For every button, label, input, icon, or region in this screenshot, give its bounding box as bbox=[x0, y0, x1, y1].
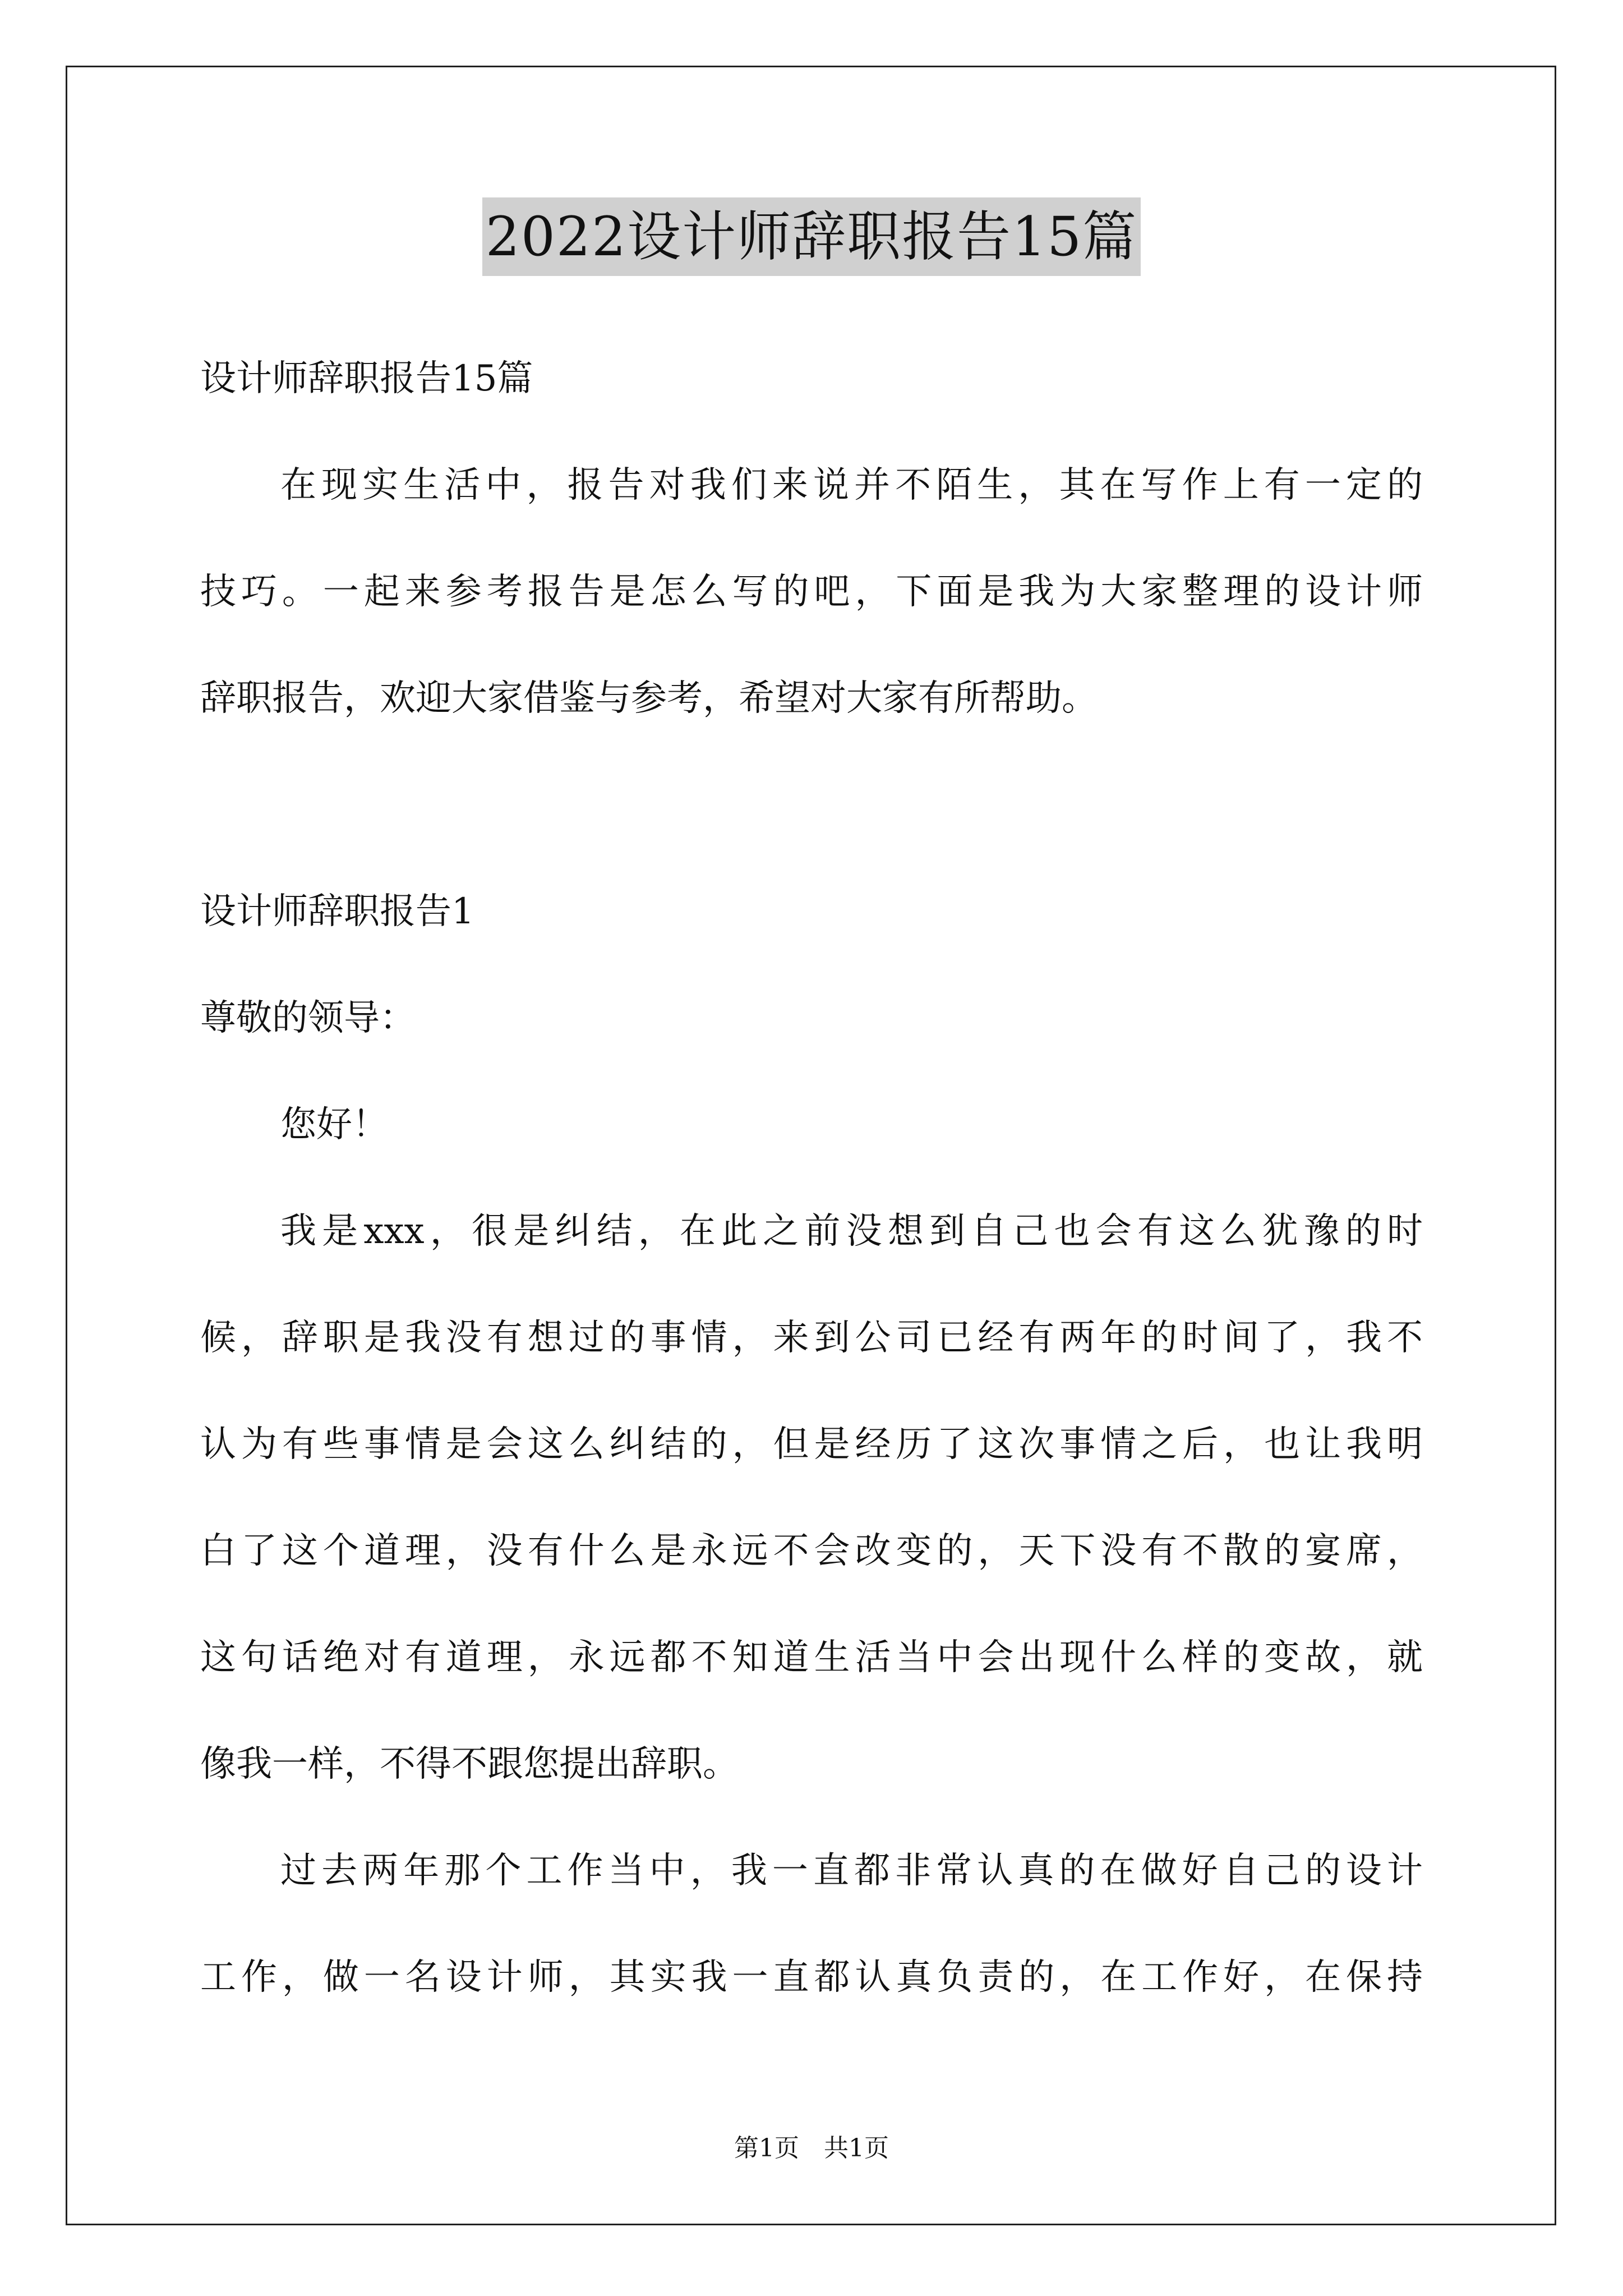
greeting: 您好！ bbox=[280, 1104, 388, 1145]
title-container bbox=[0, 197, 1623, 276]
paragraph1-line-6: 像我一样，不得不跟您提出辞职。 bbox=[200, 1743, 739, 1785]
paragraph1-line-2: 候，辞职是我没有想过的事情，来到公司已经有两年的时间了，我不 bbox=[200, 1317, 1423, 1359]
paragraph2-line-2: 工作，做一名设计师，其实我一直都认真负责的，在工作好，在保持 bbox=[200, 1957, 1423, 1998]
page-footer: 第1页 共1页 bbox=[734, 2134, 889, 2162]
paragraph1-line-4: 白了这个道理，没有什么是永远不会改变的，天下没有不散的宴席， bbox=[200, 1530, 1423, 1572]
section-heading: 设计师辞职报告1 bbox=[200, 891, 474, 932]
paragraph1-line-3: 认为有些事情是会这么纠结的，但是经历了这次事情之后，也让我明 bbox=[200, 1424, 1423, 1465]
paragraph1-line-5: 这句话绝对有道理，永远都不知道生活当中会出现什么样的变故，就 bbox=[200, 1637, 1423, 1678]
paragraph2-line-1: 过去两年那个工作当中，我一直都非常认真的在做好自己的设计 bbox=[280, 1850, 1423, 1892]
document-title: 2022设计师辞职报告15篇 bbox=[482, 197, 1141, 276]
intro-line-3: 辞职报告，欢迎大家借鉴与参考，希望对大家有所帮助。 bbox=[200, 678, 1098, 719]
subtitle: 设计师辞职报告15篇 bbox=[200, 358, 533, 399]
intro-line-1: 在现实生活中，报告对我们来说并不陌生，其在写作上有一定的 bbox=[280, 464, 1423, 506]
paragraph1-line-1: 我是xxx，很是纠结，在此之前没想到自己也会有这么犹豫的时 bbox=[280, 1211, 1423, 1252]
intro-line-2: 技巧。一起来参考报告是怎么写的吧，下面是我为大家整理的设计师 bbox=[200, 571, 1423, 613]
salutation: 尊敬的领导： bbox=[200, 997, 416, 1039]
